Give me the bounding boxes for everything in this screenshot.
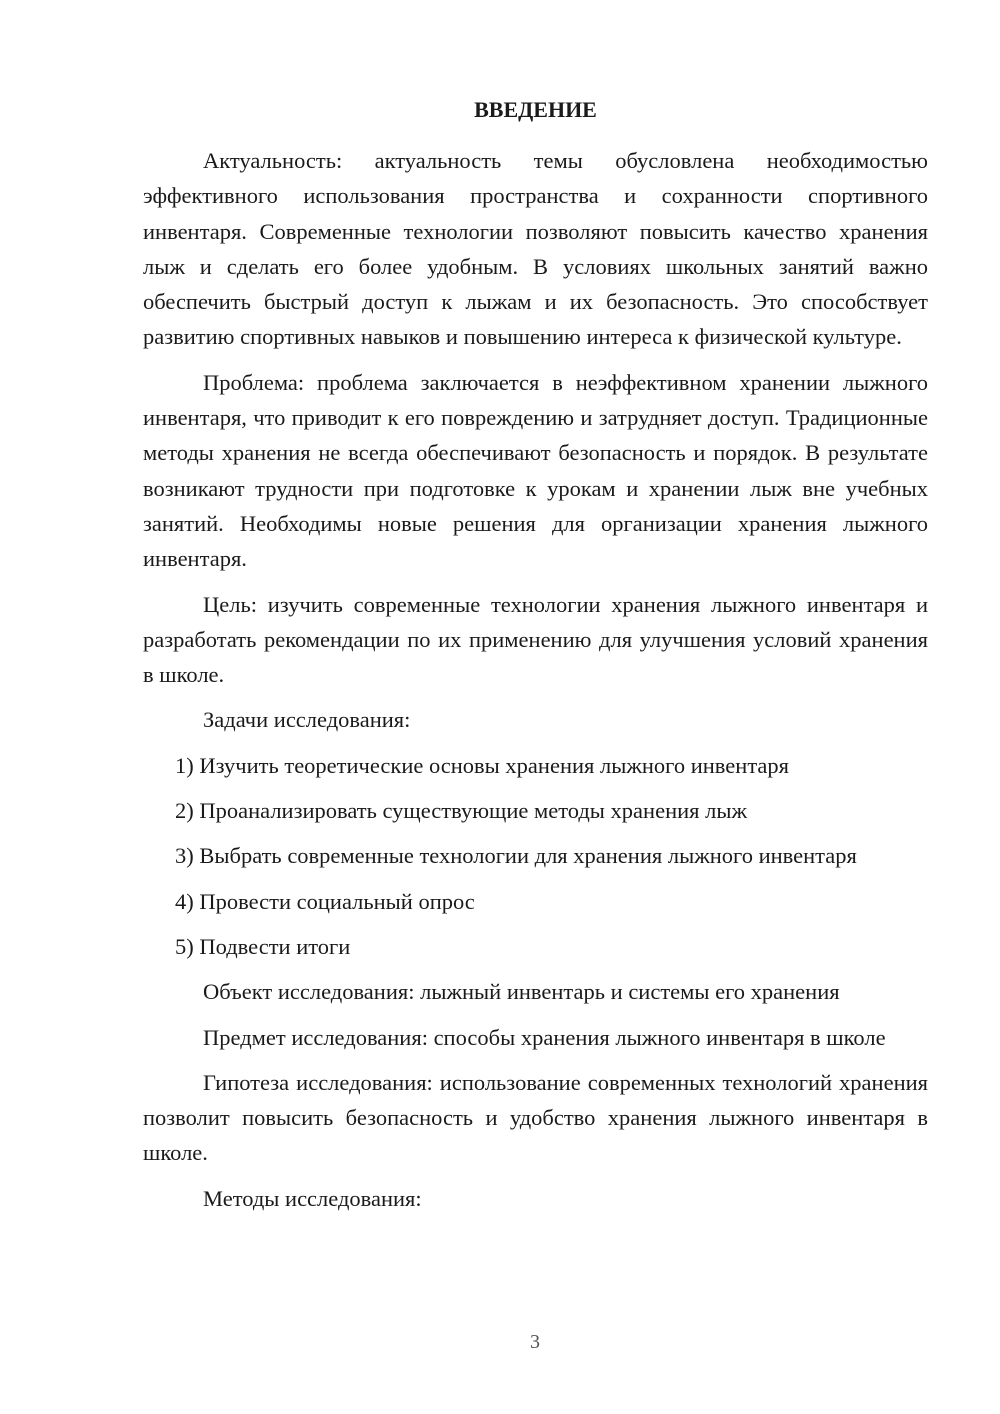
methods-heading: Методы исследования:: [203, 1185, 422, 1211]
paragraph-object: Объект исследования: лыжный инвентарь и системы его хранения: [203, 979, 840, 1005]
paragraph-hypothesis: Гипотеза исследования: использование современных технологий хранения позволит повысить безопасность и удобство хранения лыжного инвентаря в школе.: [143, 1069, 928, 1166]
list-item: 3) Выбрать современные технологии для хранения лыжного инвентаря: [175, 843, 857, 869]
list-item: 5) Подвести итоги: [175, 933, 351, 959]
list-item: 2) Проанализировать существующие методы хранения лыж: [175, 798, 748, 824]
paragraph-goal: Цель: изучить современные технологии хранения лыжного инвентаря и разработать рекомендации по их применению для улучшения условий хранения в школе.: [143, 591, 928, 688]
page-number: 3: [530, 1331, 540, 1353]
tasks-heading: Задачи исследования:: [203, 707, 411, 733]
paragraph-relevance: Актуальность: актуальность темы обусловлена необходимостью эффективного использования пространства и сохранности спортивного инвентаря. Современные технологии позволяют повысить качество хранения лыж и сделать его более удобным. В условиях школьных занятий важно обеспечить быстрый доступ к лыжам и их безопасность. Это способствует развитию спортивных навыков и повышению интереса к физической культуре.: [143, 148, 928, 350]
page-title: ВВЕДЕНИЕ: [474, 97, 597, 122]
list-item: 1) Изучить теоретические основы хранения лыжного инвентаря: [175, 752, 790, 778]
list-item: 4) Провести социальный опрос: [175, 888, 475, 914]
paragraph-subject: Предмет исследования: способы хранения лыжного инвентаря в школе: [203, 1024, 886, 1050]
document-body: [143, 92, 928, 1226]
paragraph-problem: Проблема: проблема заключается в неэффективном хранении лыжного инвентаря, что приводит к его повреждению и затрудняет доступ. Традиционные методы хранения не всегда обеспечивают безопасность и порядок. В результате возникают трудности при подготовке к урокам и хранении лыж вне учебных занятий. Необходимы новые решения для организации хранения лыжного инвентаря.: [143, 369, 928, 572]
tasks-list: [143, 748, 928, 964]
